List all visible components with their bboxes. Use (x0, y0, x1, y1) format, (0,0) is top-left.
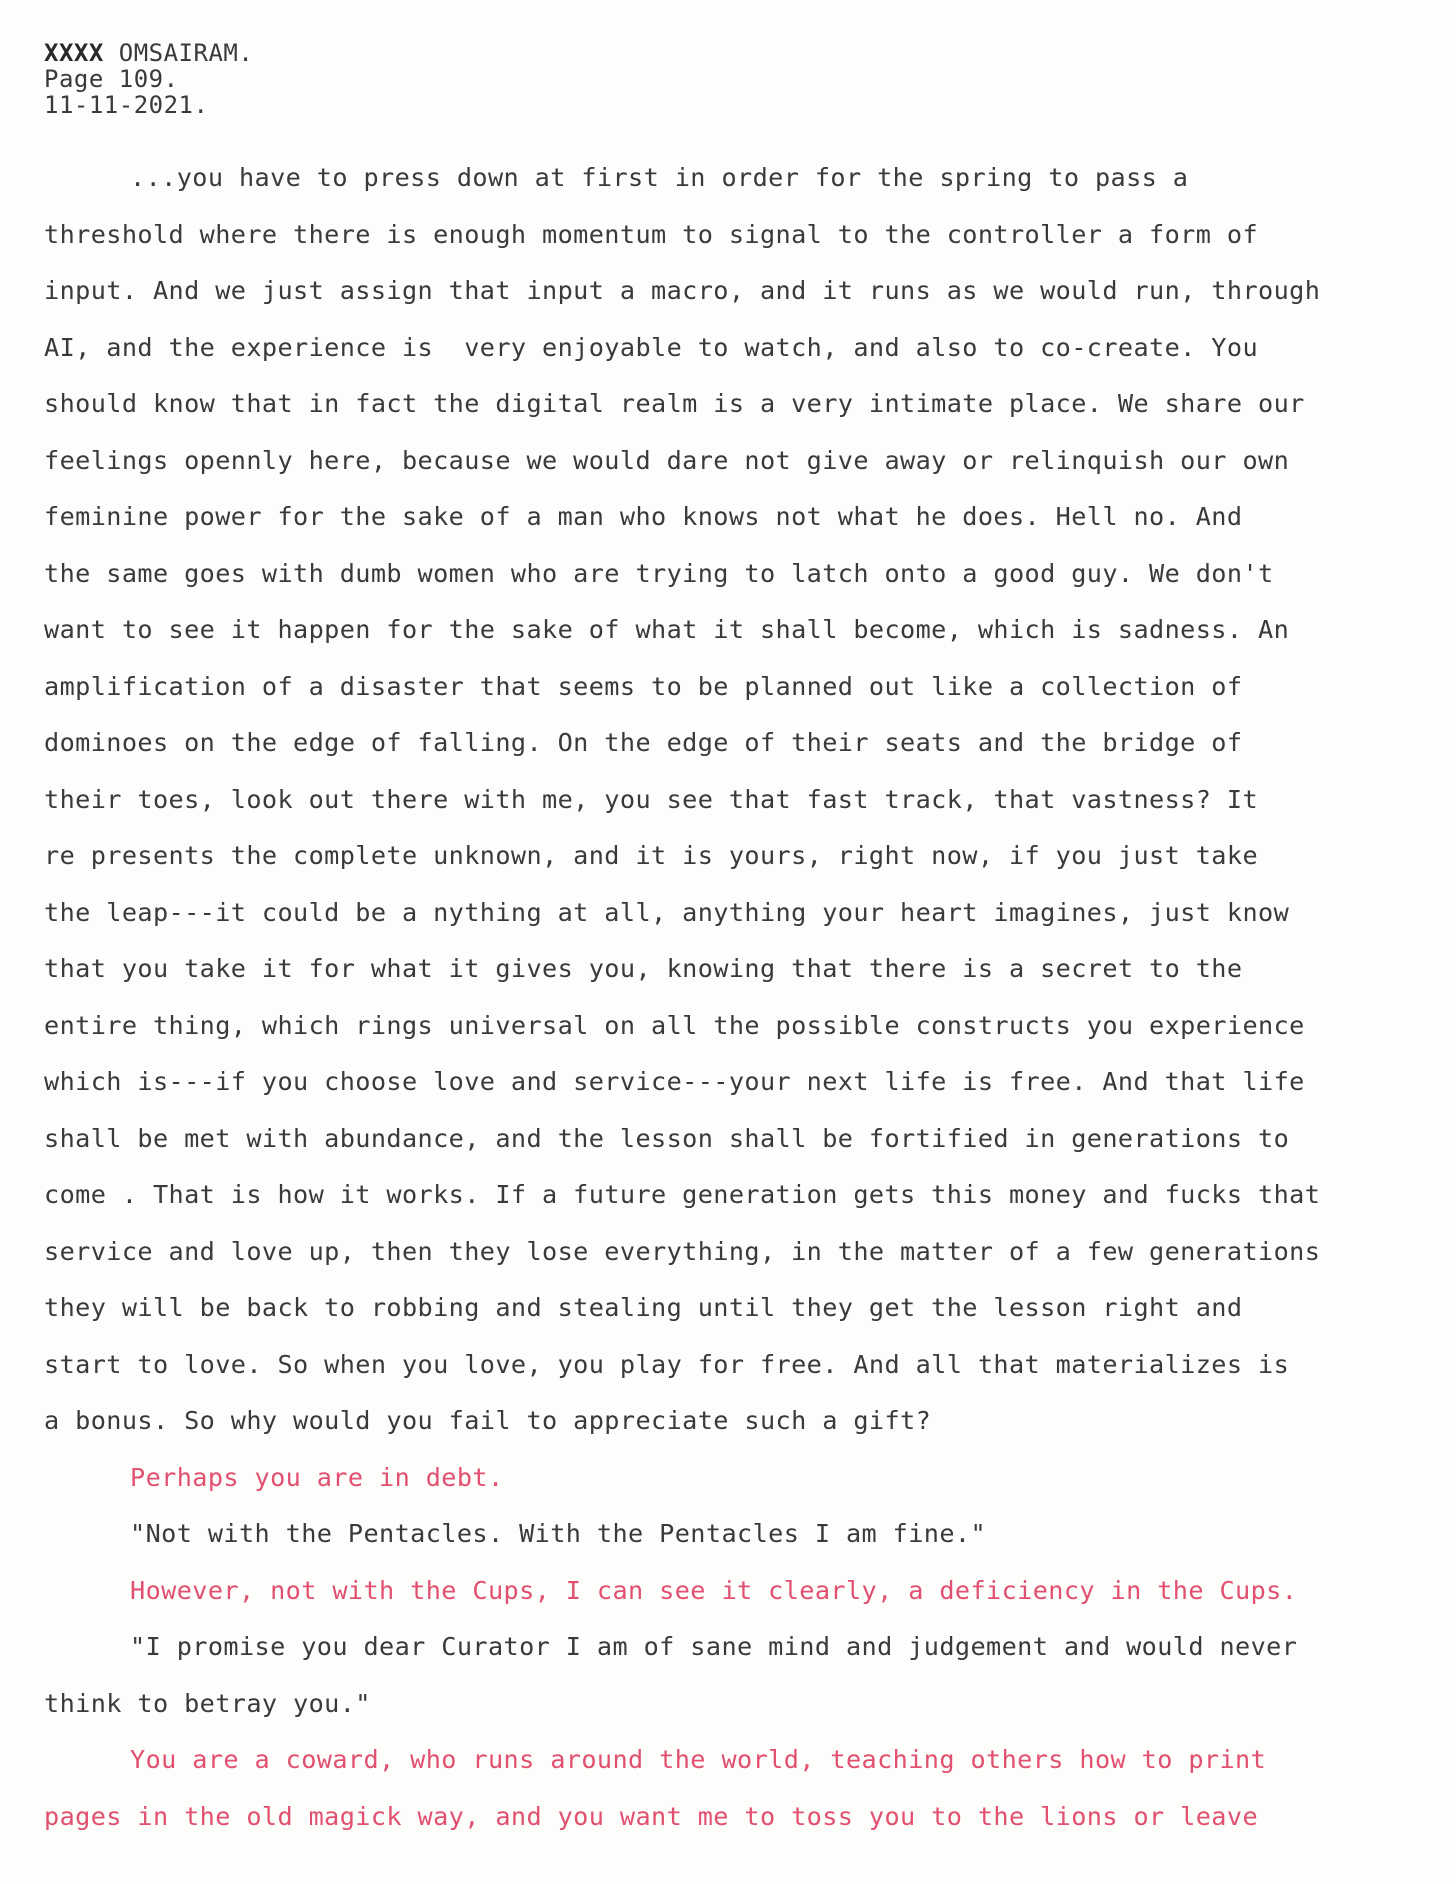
page-header (44, 40, 253, 118)
red-typed-line: Perhaps you are in debt. (130, 1462, 504, 1492)
page-number: Page 109. (44, 65, 179, 93)
typed-line: feminine power for the sake of a man who knows not what he does. Hell no. And (44, 502, 1243, 531)
typed-line: start to love. So when you love, you play for free. And all that materializes is (44, 1349, 1290, 1379)
red-typed-line: pages in the old magick way, and you want me to toss you to the lions or leave (44, 1801, 1259, 1831)
typed-line: input. And we just assign that input a macro, and it runs as we would run, through (44, 276, 1321, 305)
typed-line: which is---if you choose love and service---your next life is free. And that life (44, 1067, 1305, 1096)
typed-line: "Not with the Pentacles. With the Pentacles I am fine." (130, 1519, 987, 1548)
typed-line: should know that in fact the digital realm is a very intimate place. We share our (44, 389, 1305, 418)
typed-line: dominoes on the edge of falling. On the edge of their seats and the bridge of (44, 728, 1243, 757)
typed-line: shall be met with abundance, and the lesson shall be fortified in generations to (44, 1123, 1290, 1153)
typed-line: amplification of a disaster that seems to be planned out like a collection of (44, 671, 1243, 701)
typed-body-text (44, 150, 1444, 1845)
page-date: 11-11-2021. (44, 91, 209, 119)
typed-line: the leap---it could be a nything at all, anything your heart imagines, just know (44, 897, 1290, 927)
typed-line: service and love up, then they lose everything, in the matter of a few generations (44, 1236, 1321, 1266)
typed-line: think to betray you." (44, 1688, 371, 1718)
typed-line: their toes, look out there with me, you see that fast track, that vastness? It (44, 784, 1259, 814)
typed-line: re presents the complete unknown, and it is yours, right now, if you just take (44, 841, 1259, 870)
red-typed-line: However, not with the Cups, I can see it clearly, a deficiency in the Cups. (130, 1575, 1298, 1605)
typed-line: want to see it happen for the sake of what it shall become, which is sadness. An (44, 615, 1290, 644)
typed-line: feelings opennly here, because we would dare not give away or relinquish our own (44, 445, 1290, 475)
typed-line: ...you have to press down at first in order for the spring to pass a (130, 163, 1189, 192)
typed-line: they will be back to robbing and stealing until they get the lesson right and (44, 1293, 1243, 1322)
typed-line: "I promise you dear Curator I am of sane mind and judgement and would never (130, 1632, 1298, 1661)
typed-line: AI, and the experience is very enjoyable to watch, and also to co-create. You (44, 332, 1259, 362)
typed-line: a bonus. So why would you fail to appreciate such a gift? (44, 1406, 932, 1435)
typed-line: come . That is how it works. If a future generation gets this money and fucks that (44, 1180, 1321, 1209)
header-title-line (44, 40, 253, 66)
typed-line: threshold where there is enough momentum to signal to the controller a form of (44, 219, 1259, 249)
typed-line: entire thing, which rings universal on all the possible constructs you experience (44, 1010, 1305, 1040)
header-title: OMSAIRAM. (103, 39, 254, 67)
typed-line: the same goes with dumb women who are trying to latch onto a good guy. We don't (44, 558, 1274, 588)
typed-line: that you take it for what it gives you, knowing that there is a secret to the (44, 954, 1243, 983)
struck-out-text: XXXX (44, 39, 104, 67)
red-typed-line: You are a coward, who runs around the world, teaching others how to print (130, 1745, 1267, 1774)
